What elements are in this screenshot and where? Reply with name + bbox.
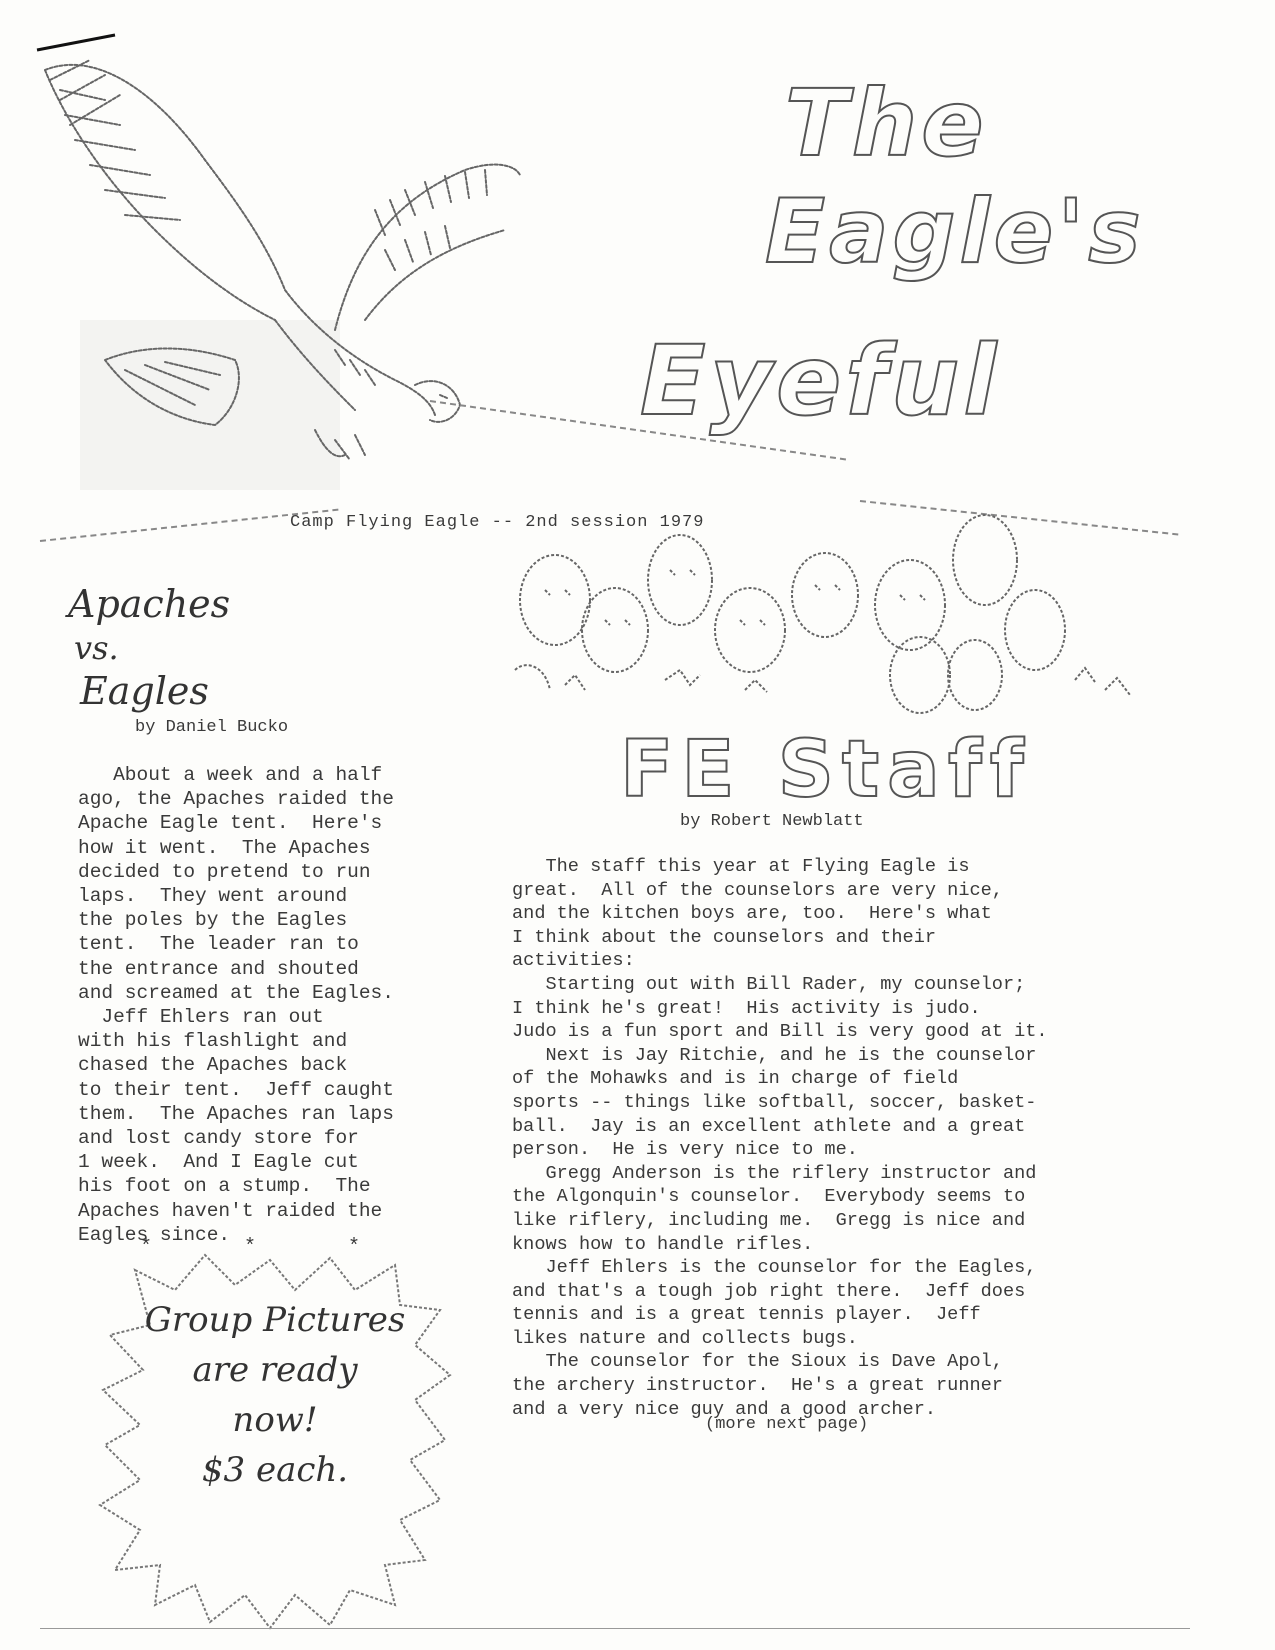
notice-stars: * * * [140,1236,401,1259]
left-article-title-line2: vs. [74,629,119,667]
right-article-title: FE Staff [620,725,1032,815]
staff-faces-illustration [505,510,1195,730]
masthead-subtitle: Camp Flying Eagle -- 2nd session 1979 [290,513,705,532]
eagle-illustration [35,30,535,500]
right-article-body: The staff this year at Flying Eagle is great. All of the counselors are very nice, and the kitchen boys are, too. Here's what I think about the counselors and their activities: Starting out with Bill Rader, my counselor; I think he's great! His activity is judo. Judo is a fun sport and Bill is very good at it. Next is Jay Ritchie, and he is the counselor of the Mohawks and is in charge of field sports -- things like softball, soccer, basket- ball. Jay is an excellent athlete and a great person. He is very nice to me. Gregg Anderson is the riflery instructor and the Algonquin's counselor. Everybody seems to like riflery, including me. Gregg is nice and knows how to handle rifles. Jeff Ehlers is the counselor for the Eagles, and that's a tough job right there. Jeff does tennis and is a great tennis player. Jeff likes nature and collects bugs. The counselor for the Sioux is Dave Apol, the archery instructor. He's a great runner and a very nice guy and a good archer. [512,856,1048,1420]
left-article-title-line1: Apaches [68,582,231,626]
continued-note: (more next page) [705,1415,869,1434]
notice-line3: now! [232,1400,318,1440]
left-article-title-line3: Eagles [80,669,209,713]
right-article-byline: by Robert Newblatt [680,812,864,831]
masthead-title-line3: Eyeful [640,325,1001,437]
left-article-body: About a week and a half ago, the Apaches raided the Apache Eagle tent. Here's how it went. The Apaches decided to pretend to run laps. They went around the poles by the Eagles tent. The leader ran to the entrance and shouted and screamed at the Eagles. Jeff Ehlers ran out with his flashlight and chased the Apaches back to their tent. Jeff caught them. The Apaches ran laps and lost candy store for 1 week. And I Eagle cut his foot on a stump. The Apaches haven't raided the Eagles since. [78,764,394,1246]
notice-line4: $3 each. [201,1450,349,1490]
left-article-byline: by Daniel Bucko [135,718,289,737]
notice-line1: Group Pictures [144,1300,406,1340]
notice-line2: are ready [192,1350,358,1390]
masthead-title-line1: The [785,70,988,177]
masthead-title-line2: Eagle's [765,180,1145,283]
page-bottom-rule [40,1628,1190,1629]
